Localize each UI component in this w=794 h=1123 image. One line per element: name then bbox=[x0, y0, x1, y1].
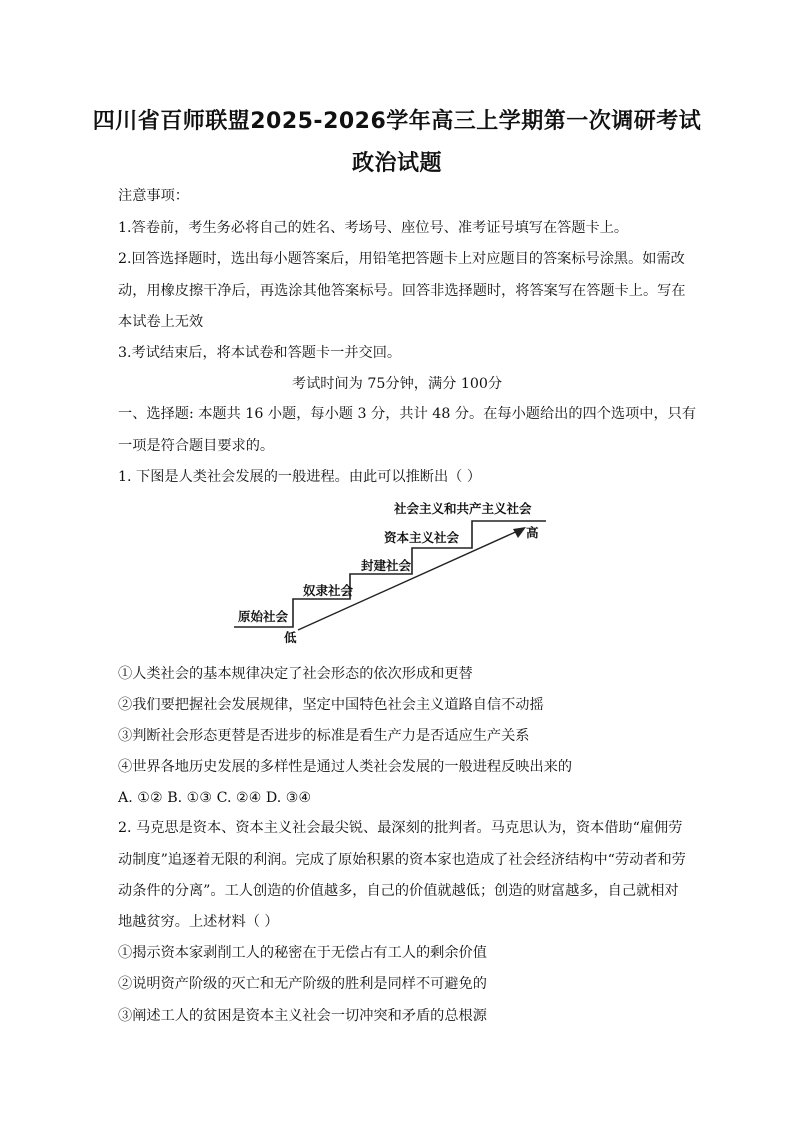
stage-capitalist-label: 资本主义社会 bbox=[384, 530, 460, 545]
question-2-stem-cont: 地越贫穷。上述材料（ ） bbox=[118, 914, 279, 930]
progress-arrow bbox=[298, 530, 520, 630]
section-heading: 一、选择题: 本题共 16 小题，每小题 3 分，共计 48 分。在每小题给出的四个选项中，只有 bbox=[118, 406, 697, 422]
question-2-stem-cont: 动条件的分离”。工人创造的价值越多，自己的价值就越低；创造的财富越多，自己就相对 bbox=[118, 883, 679, 899]
question-2-stem: 2. 马克思是资本、资本主义社会最尖锐、最深刻的批判者。马克思认为，资本借助“雇佣劳 bbox=[118, 820, 683, 836]
q1-option-4: ④世界各地历史发展的多样性是通过人类社会发展的一般进程反映出来的 bbox=[118, 759, 573, 775]
notice-item-2-cont: 动，用橡皮擦干净后，再选涂其他答案标号。回答非选择题时，将答案写在答题卡上。写在 bbox=[118, 283, 686, 299]
low-label: 低 bbox=[284, 630, 297, 644]
notice-item-1: 1.答卷前，考生务必将自己的姓名、考场号、座位号、准考证号填写在答题卡上。 bbox=[118, 220, 629, 236]
stage-slave-label: 奴隶社会 bbox=[303, 583, 354, 598]
notice-item-2: 2.回答选择题时，选出每小题答案后，用铅笔把答题卡上对应题目的答案标号涂黑。如需改 bbox=[118, 251, 685, 267]
social-development-diagram bbox=[228, 492, 560, 644]
q1-option-2: ②我们要把握社会发展规律，坚定中国特色社会主义道路自信不动摇 bbox=[118, 697, 544, 713]
stage-feudal-label: 封建社会 bbox=[361, 558, 412, 573]
question-2-stem-cont: 动制度”追逐着无限的利润。完成了原始积累的资本家也造成了社会经济结构中“劳动者和劳 bbox=[118, 852, 686, 868]
high-label: 高 bbox=[526, 525, 539, 540]
notice-item-2-cont: 本试卷上无效 bbox=[118, 314, 204, 330]
stage-primitive-label: 原始社会 bbox=[238, 609, 289, 624]
stage-socialist-label: 社会主义和共产主义社会 bbox=[394, 501, 532, 516]
q2-option-1: ①揭示资本家剥削工人的秘密在于无偿占有工人的剩余价值 bbox=[118, 945, 487, 961]
exam-subject-title: 政治试题 bbox=[351, 151, 442, 176]
section-heading-cont: 一项是符合题目要求的。 bbox=[118, 438, 275, 454]
notice-item-3: 3.考试结束后，将本试卷和答题卡一并交回。 bbox=[118, 345, 402, 361]
notice-heading: 注意事项： bbox=[118, 188, 189, 204]
q2-option-2: ②说明资产阶级的灭亡和无产阶级的胜利是同样不可避免的 bbox=[118, 976, 487, 992]
arrow-head bbox=[513, 527, 526, 538]
q1-choices: A. ①② B. ①③ C. ②④ D. ③④ bbox=[118, 790, 312, 806]
q1-option-1: ①人类社会的基本规律决定了社会形态的依次形成和更替 bbox=[118, 666, 473, 682]
question-1-stem: 1. 下图是人类社会发展的一般进程。由此可以推断出（ ） bbox=[118, 469, 482, 485]
q1-option-3: ③判断社会形态更替是否进步的标准是看生产力是否适应生产关系 bbox=[118, 728, 530, 744]
exam-title: 四川省百师联盟2025-2026学年高三上学期第一次调研考试 bbox=[92, 109, 702, 134]
q2-option-3: ③阐述工人的贫困是资本主义社会一切冲突和矛盾的总根源 bbox=[118, 1008, 487, 1024]
exam-info: 考试时间为 75分钟，满分 100分 bbox=[291, 376, 503, 392]
